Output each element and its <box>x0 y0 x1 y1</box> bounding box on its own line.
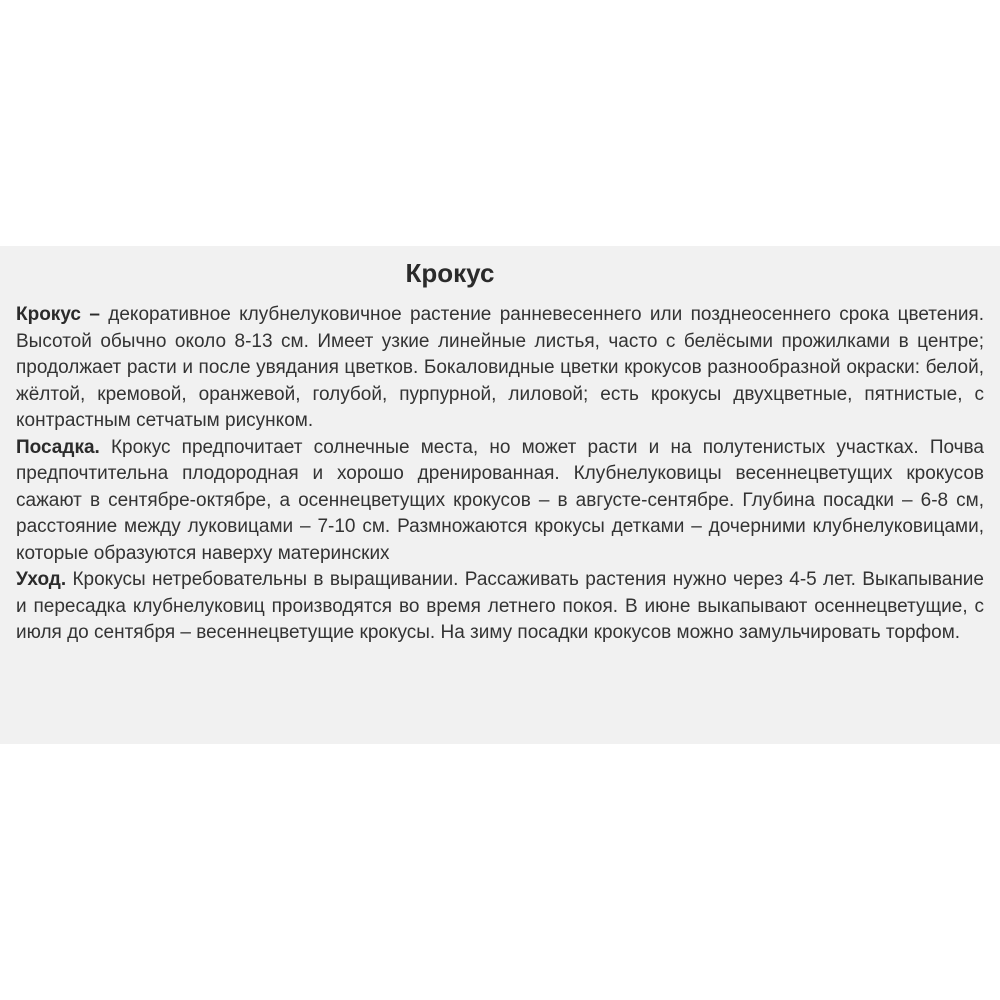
paragraph-planting <box>16 435 984 568</box>
paragraph-text: Крокус предпочитает солнечные места, но может расти и на полутенистых участках. Почва предпочтительна плодородная и хорошо дренированная. Клубнелуковицы весеннецветущих крокусов сажают в сентябре-октябре, а осеннецветущих крокусов – в августе-сентябре. Глубина посадки – 6-8 см, расстояние между луковицами – 7-10 см. Размножаются крокусы детками – дочерними клубнелуковицами, которые образуются наверху материнских <box>16 436 984 564</box>
document-title: Крокус <box>405 258 495 288</box>
paragraph-label: Крокус – <box>16 304 100 325</box>
paragraph-description <box>16 302 984 435</box>
paragraph-text: Крокусы нетребовательны в выращивании. Рассаживать растения нужно через 4-5 лет. Выкапывание и пересадка клубнелуковиц производятся во время летнего покоя. В июне выкапывают осеннецветущие, с июля до сентября – весеннецветущие крокусы. На зиму посадки крокусов можно замульчировать торфом. <box>16 569 984 643</box>
paragraph-care <box>16 567 984 647</box>
paragraph-text: декоративное клубнелуковичное растение ранневесеннего или позднеосеннего срока цветения. Высотой обычно около 8-13 см. Имеет узкие линейные листья, часто с белёсыми прожилками в центре; продолжает расти и после увядания цветков. Бокаловидные цветки крокусов разнообразной окраски: белой, жёлтой, кремовой, оранжевой, голубой, пурпурной, лиловой; есть крокусы двухцветные, пятнистые, с контрастным сетчатым рисунком. <box>16 304 984 431</box>
paragraph-label: Посадка. <box>16 436 100 458</box>
paragraph-label: Уход. <box>16 569 67 590</box>
document-body <box>16 302 984 647</box>
